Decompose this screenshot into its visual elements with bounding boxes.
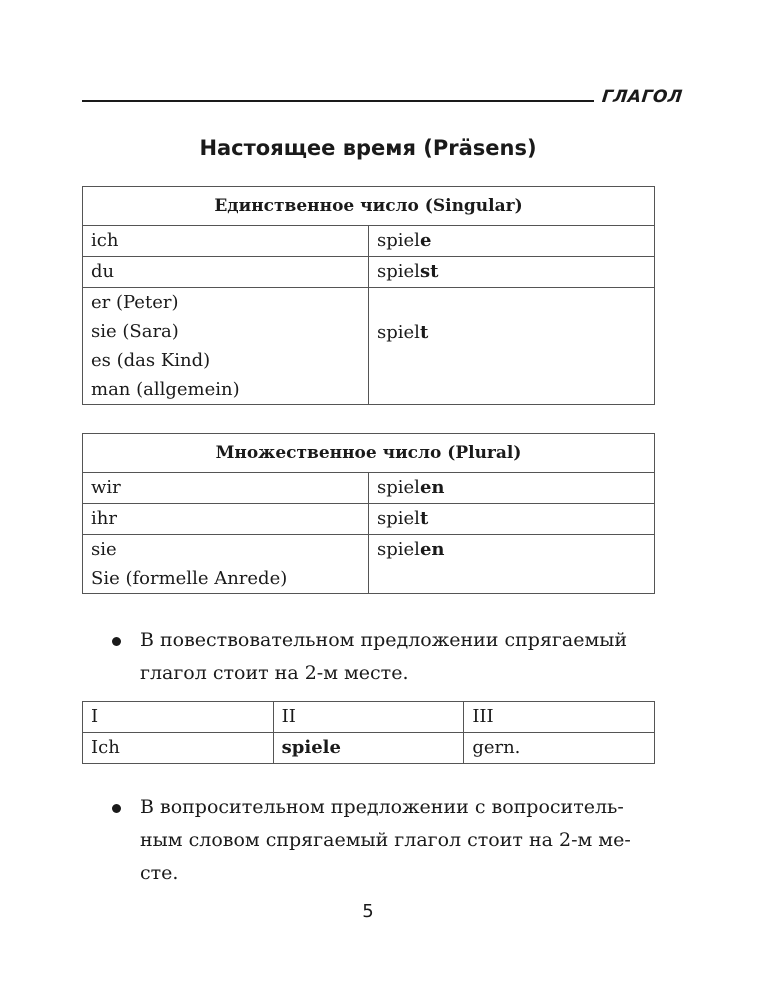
verb-ending: t xyxy=(419,508,429,529)
pronoun: sie (Sara) xyxy=(91,321,179,342)
table-row xyxy=(83,733,655,764)
verb-cell xyxy=(369,504,655,535)
table-row xyxy=(83,535,655,594)
bullet-line: сте. xyxy=(140,862,179,884)
pronoun-cell xyxy=(83,226,369,257)
bullet-line: В повествовательном предложении спрягаемый xyxy=(140,629,628,651)
verb-cell xyxy=(369,288,655,405)
pronoun-cell xyxy=(83,257,369,288)
plural-heading: Множественное число (Plural) xyxy=(83,434,655,473)
verb-cell xyxy=(369,473,655,504)
pronoun: man (allgemein) xyxy=(91,379,240,400)
verb-stem: spiel xyxy=(377,539,420,560)
pronoun: es (das Kind) xyxy=(91,350,211,371)
table-row xyxy=(83,288,655,405)
word-cell xyxy=(273,733,464,764)
bullet-line: глагол стоит на 2-м месте. xyxy=(140,662,409,684)
table-row xyxy=(83,257,655,288)
table-row xyxy=(83,504,655,535)
bullet-dot xyxy=(112,804,121,813)
pronoun: Sie (formelle Anrede) xyxy=(91,568,288,589)
verb-cell xyxy=(369,226,655,257)
bullet-line: В вопросительном предложении с вопроситель- xyxy=(140,796,624,818)
plural-table xyxy=(82,433,655,594)
bullet-item xyxy=(108,624,656,690)
singular-table xyxy=(82,186,655,405)
verb-ending: en xyxy=(419,477,445,498)
pronoun-cell xyxy=(83,535,369,594)
pronoun: er (Peter) xyxy=(91,292,179,313)
word-order-table xyxy=(82,701,655,764)
pronoun-cell xyxy=(83,473,369,504)
bullet-line: ным словом спрягаемый глагол стоит на 2-м ме- xyxy=(140,829,631,851)
verb-word: spiele xyxy=(281,737,341,758)
pronoun-cell xyxy=(83,504,369,535)
table-row xyxy=(83,473,655,504)
table-row xyxy=(83,702,655,733)
verb-stem: spiel xyxy=(377,261,420,282)
header-rule xyxy=(82,100,594,102)
verb-stem: spiel xyxy=(377,508,420,529)
pronoun: wir xyxy=(91,477,121,498)
bullet-dot xyxy=(112,637,121,646)
table-row xyxy=(83,226,655,257)
pronoun: ich xyxy=(91,230,119,251)
verb-ending: e xyxy=(419,230,432,251)
page-number: 5 xyxy=(362,901,374,922)
verb-ending: st xyxy=(419,261,439,282)
bullet-item xyxy=(108,791,656,890)
section-label: ГЛАГОЛ xyxy=(600,87,684,107)
pronoun: sie xyxy=(91,539,117,560)
bullet-text xyxy=(140,624,656,690)
position-header: III xyxy=(464,702,655,733)
bullet-text xyxy=(140,791,656,890)
position-header: II xyxy=(273,702,464,733)
pronoun: du xyxy=(91,261,115,282)
pronoun-cell xyxy=(83,288,369,405)
verb-stem: spiel xyxy=(377,230,420,251)
verb-stem: spiel xyxy=(377,477,420,498)
word-cell: gern. xyxy=(464,733,655,764)
verb-cell xyxy=(369,257,655,288)
singular-heading: Единственное число (Singular) xyxy=(83,187,655,226)
position-header: I xyxy=(83,702,274,733)
verb-ending: t xyxy=(419,322,429,343)
pronoun: ihr xyxy=(91,508,117,529)
verb-stem: spiel xyxy=(377,322,420,343)
verb-cell xyxy=(369,535,655,594)
page-title: Настоящее время (Präsens) xyxy=(199,136,537,160)
word-cell: Ich xyxy=(83,733,274,764)
verb-ending: en xyxy=(419,539,445,560)
